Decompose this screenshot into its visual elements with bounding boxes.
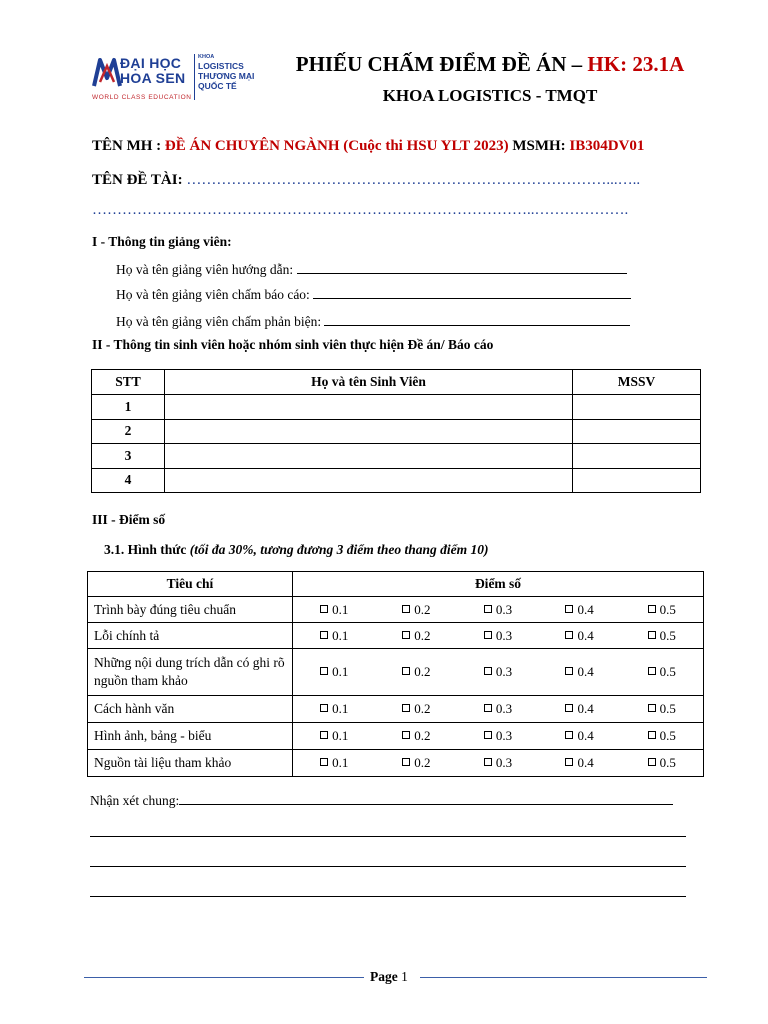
- score-option-label: 0.5: [659, 728, 676, 743]
- term-code: HK: 23.1A: [587, 52, 685, 76]
- score-option[interactable]: [620, 696, 703, 723]
- criteria-row: [88, 750, 704, 777]
- criteria-row: [88, 597, 704, 623]
- checkbox-icon[interactable]: [484, 667, 492, 675]
- university-logo: [92, 52, 282, 108]
- score-option[interactable]: [539, 623, 621, 649]
- footer-rule-right: [420, 977, 707, 978]
- score-option-label: 0.1: [332, 664, 349, 679]
- section3-heading: III - Điểm số: [92, 512, 166, 527]
- logo-faculty-name: KHOA LOGISTICS THƯƠNG MẠI QUỐC TẾ: [198, 54, 255, 91]
- checkbox-icon[interactable]: [648, 731, 656, 739]
- remarks-blank-1[interactable]: [179, 792, 673, 805]
- score-option-label: 0.5: [659, 664, 676, 679]
- col-score: Điểm số: [293, 572, 704, 597]
- criteria-row: [88, 649, 704, 696]
- score-option-label: 0.1: [332, 701, 349, 716]
- form-score-table: [87, 571, 704, 777]
- score-option[interactable]: [376, 750, 458, 777]
- score-option-label: 0.2: [414, 664, 431, 679]
- score-option[interactable]: [620, 623, 703, 649]
- score-option-label: 0.4: [577, 664, 594, 679]
- score-option-label: 0.5: [659, 627, 676, 643]
- score-option-label: 0.4: [577, 701, 594, 716]
- score-option-label: 0.3: [495, 728, 513, 743]
- score-option[interactable]: [293, 723, 376, 750]
- score-option-label: 0.2: [414, 601, 431, 617]
- score-option-label: 0.2: [414, 627, 431, 643]
- checkbox-icon[interactable]: [320, 667, 328, 675]
- score-option[interactable]: [457, 723, 539, 750]
- score-option-label: 0.2: [414, 728, 431, 743]
- checkbox-icon[interactable]: [484, 758, 492, 766]
- criteria-label: Cách hành văn: [88, 696, 293, 723]
- score-option[interactable]: [376, 597, 458, 623]
- checkbox-icon[interactable]: [402, 731, 410, 739]
- logo-tagline: WORLD CLASS EDUCATION: [92, 94, 192, 101]
- checkbox-icon[interactable]: [565, 758, 573, 766]
- col-criteria: Tiêu chí: [88, 572, 293, 597]
- score-option[interactable]: [293, 649, 376, 696]
- table-row: 2: [92, 419, 701, 444]
- score-option-label: 0.3: [495, 601, 513, 617]
- score-option[interactable]: [620, 597, 703, 623]
- section3-1-heading: 3.1. Hình thức (tối đa 30%, tương đương 3 điểm theo thang điểm 10): [104, 542, 489, 557]
- logo-divider: [194, 54, 195, 100]
- score-option-label: 0.1: [332, 601, 349, 617]
- topic-line: TÊN ĐỀ TÀI: …………………………………………………………………………...…..: [92, 172, 641, 188]
- grader-row: Họ và tên giảng viên chấm báo cáo:: [116, 286, 631, 303]
- criteria-row: [88, 623, 704, 649]
- checkbox-icon[interactable]: [402, 704, 410, 712]
- remarks-blank-2[interactable]: [90, 836, 686, 837]
- student-id-cell[interactable]: [573, 395, 701, 420]
- criteria-label: Những nội dung trích dẫn có ghi rõ nguồn tham khảo: [88, 649, 293, 696]
- reviewer-blank[interactable]: [324, 313, 630, 326]
- criteria-label: Trình bày đúng tiêu chuẩn: [88, 597, 293, 623]
- checkbox-icon[interactable]: [484, 704, 492, 712]
- student-table: [91, 369, 701, 493]
- student-name-cell[interactable]: [165, 419, 573, 444]
- score-option-label: 0.3: [495, 701, 513, 716]
- score-option-label: 0.1: [332, 627, 349, 643]
- score-option[interactable]: [539, 750, 621, 777]
- course-code: IB304DV01: [569, 138, 645, 154]
- student-id-cell[interactable]: [573, 468, 701, 493]
- criteria-label: Lỗi chính tả: [88, 623, 293, 649]
- checkbox-icon[interactable]: [565, 667, 573, 675]
- page-subtitle: KHOA LOGISTICS - TMQT: [382, 86, 598, 105]
- score-option[interactable]: [293, 597, 376, 623]
- table-row: 4: [92, 468, 701, 493]
- checkbox-icon[interactable]: [402, 631, 410, 639]
- score-option[interactable]: [539, 597, 621, 623]
- score-option[interactable]: [620, 649, 703, 696]
- student-name-cell[interactable]: [165, 395, 573, 420]
- score-option-label: 0.5: [659, 701, 676, 716]
- topic-dots: …………………………………………………………………………...…..: [186, 172, 641, 188]
- checkbox-icon[interactable]: [648, 631, 656, 639]
- checkbox-icon[interactable]: [565, 631, 573, 639]
- criteria-label: Nguồn tài liệu tham khảo: [88, 750, 293, 777]
- table-header-row: [88, 572, 704, 597]
- table-header-row: [92, 370, 701, 395]
- score-option[interactable]: [539, 649, 621, 696]
- student-name-cell[interactable]: [165, 444, 573, 469]
- student-id-cell[interactable]: [573, 419, 701, 444]
- score-option[interactable]: [539, 696, 621, 723]
- criteria-label: Hình ảnh, bảng - biểu: [88, 723, 293, 750]
- checkbox-icon[interactable]: [484, 605, 492, 613]
- score-option[interactable]: [293, 750, 376, 777]
- score-option[interactable]: [457, 597, 539, 623]
- score-option-label: 0.3: [495, 755, 513, 770]
- score-option-label: 0.1: [332, 728, 349, 743]
- reviewer-row: Họ và tên giảng viên chấm phản biện:: [116, 313, 630, 330]
- remarks-blank-4[interactable]: [90, 896, 686, 897]
- checkbox-icon[interactable]: [484, 731, 492, 739]
- checkbox-icon[interactable]: [402, 758, 410, 766]
- score-option[interactable]: [457, 750, 539, 777]
- page-title: PHIẾU CHẤM ĐIỂM ĐỀ ÁN – HK: 23.1A: [295, 52, 685, 76]
- score-option-label: 0.3: [495, 627, 513, 643]
- footer-rule-left: [84, 977, 364, 978]
- score-option-label: 0.2: [414, 755, 431, 770]
- checkbox-icon[interactable]: [402, 605, 410, 613]
- checkbox-icon[interactable]: [402, 667, 410, 675]
- score-option-label: 0.5: [659, 755, 676, 770]
- score-option[interactable]: [457, 623, 539, 649]
- checkbox-icon[interactable]: [565, 731, 573, 739]
- logo-university-name: ĐẠI HỌC HOA SEN: [120, 55, 186, 86]
- checkbox-icon[interactable]: [648, 667, 656, 675]
- score-option[interactable]: [539, 723, 621, 750]
- score-option-label: 0.2: [414, 701, 431, 716]
- checkbox-icon[interactable]: [320, 631, 328, 639]
- course-name: ĐỀ ÁN CHUYÊN NGÀNH (Cuộc thi HSU YLT 2023): [164, 138, 509, 154]
- checkbox-icon[interactable]: [565, 605, 573, 613]
- col-mssv: MSSV: [573, 370, 701, 395]
- score-option-label: 0.3: [495, 664, 513, 679]
- score-option[interactable]: [293, 623, 376, 649]
- criteria-row: [88, 696, 704, 723]
- student-id-cell[interactable]: [573, 444, 701, 469]
- score-option-label: 0.5: [659, 601, 676, 617]
- checkbox-icon[interactable]: [484, 631, 492, 639]
- grader-blank[interactable]: [313, 286, 631, 299]
- section1-heading: I - Thông tin giảng viên:: [92, 234, 232, 249]
- score-option[interactable]: [376, 696, 458, 723]
- score-option-label: 0.4: [577, 755, 594, 770]
- score-option[interactable]: [620, 723, 703, 750]
- score-option[interactable]: [457, 649, 539, 696]
- checkbox-icon[interactable]: [320, 731, 328, 739]
- score-option[interactable]: [293, 696, 376, 723]
- remarks-row: Nhận xét chung:: [90, 792, 673, 809]
- checkbox-icon[interactable]: [320, 758, 328, 766]
- checkbox-icon[interactable]: [320, 704, 328, 712]
- score-option-label: 0.4: [577, 728, 594, 743]
- col-name: Họ và tên Sinh Viên: [165, 370, 573, 395]
- score-option[interactable]: [376, 649, 458, 696]
- col-stt: STT: [92, 370, 165, 395]
- table-row: 3: [92, 444, 701, 469]
- score-option[interactable]: [376, 723, 458, 750]
- checkbox-icon[interactable]: [565, 704, 573, 712]
- criteria-row: [88, 723, 704, 750]
- remarks-blank-3[interactable]: [90, 866, 686, 867]
- checkbox-icon[interactable]: [648, 758, 656, 766]
- advisor-row: Họ và tên giảng viên hướng dẫn:: [116, 261, 627, 278]
- score-option[interactable]: [620, 750, 703, 777]
- lotus-logo-icon: [92, 52, 122, 92]
- advisor-blank[interactable]: [297, 261, 627, 274]
- topic-dots-2: ……………………………………………………………………………..……………….: [92, 202, 629, 218]
- page-number: Page 1: [370, 969, 408, 984]
- table-row: 1: [92, 395, 701, 420]
- checkbox-icon[interactable]: [320, 605, 328, 613]
- student-name-cell[interactable]: [165, 468, 573, 493]
- score-option-label: 0.1: [332, 755, 349, 770]
- checkbox-icon[interactable]: [648, 605, 656, 613]
- score-option-label: 0.4: [577, 627, 594, 643]
- score-option[interactable]: [457, 696, 539, 723]
- score-option-label: 0.4: [577, 601, 594, 617]
- course-line: TÊN MH : ĐỀ ÁN CHUYÊN NGÀNH (Cuộc thi HSU YLT 2023) MSMH: IB304DV01: [92, 138, 645, 154]
- topic-line-2: [92, 202, 628, 219]
- score-option[interactable]: [376, 623, 458, 649]
- checkbox-icon[interactable]: [648, 704, 656, 712]
- section2-heading: II - Thông tin sinh viên hoặc nhóm sinh viên thực hiện Đề án/ Báo cáo: [92, 337, 494, 352]
